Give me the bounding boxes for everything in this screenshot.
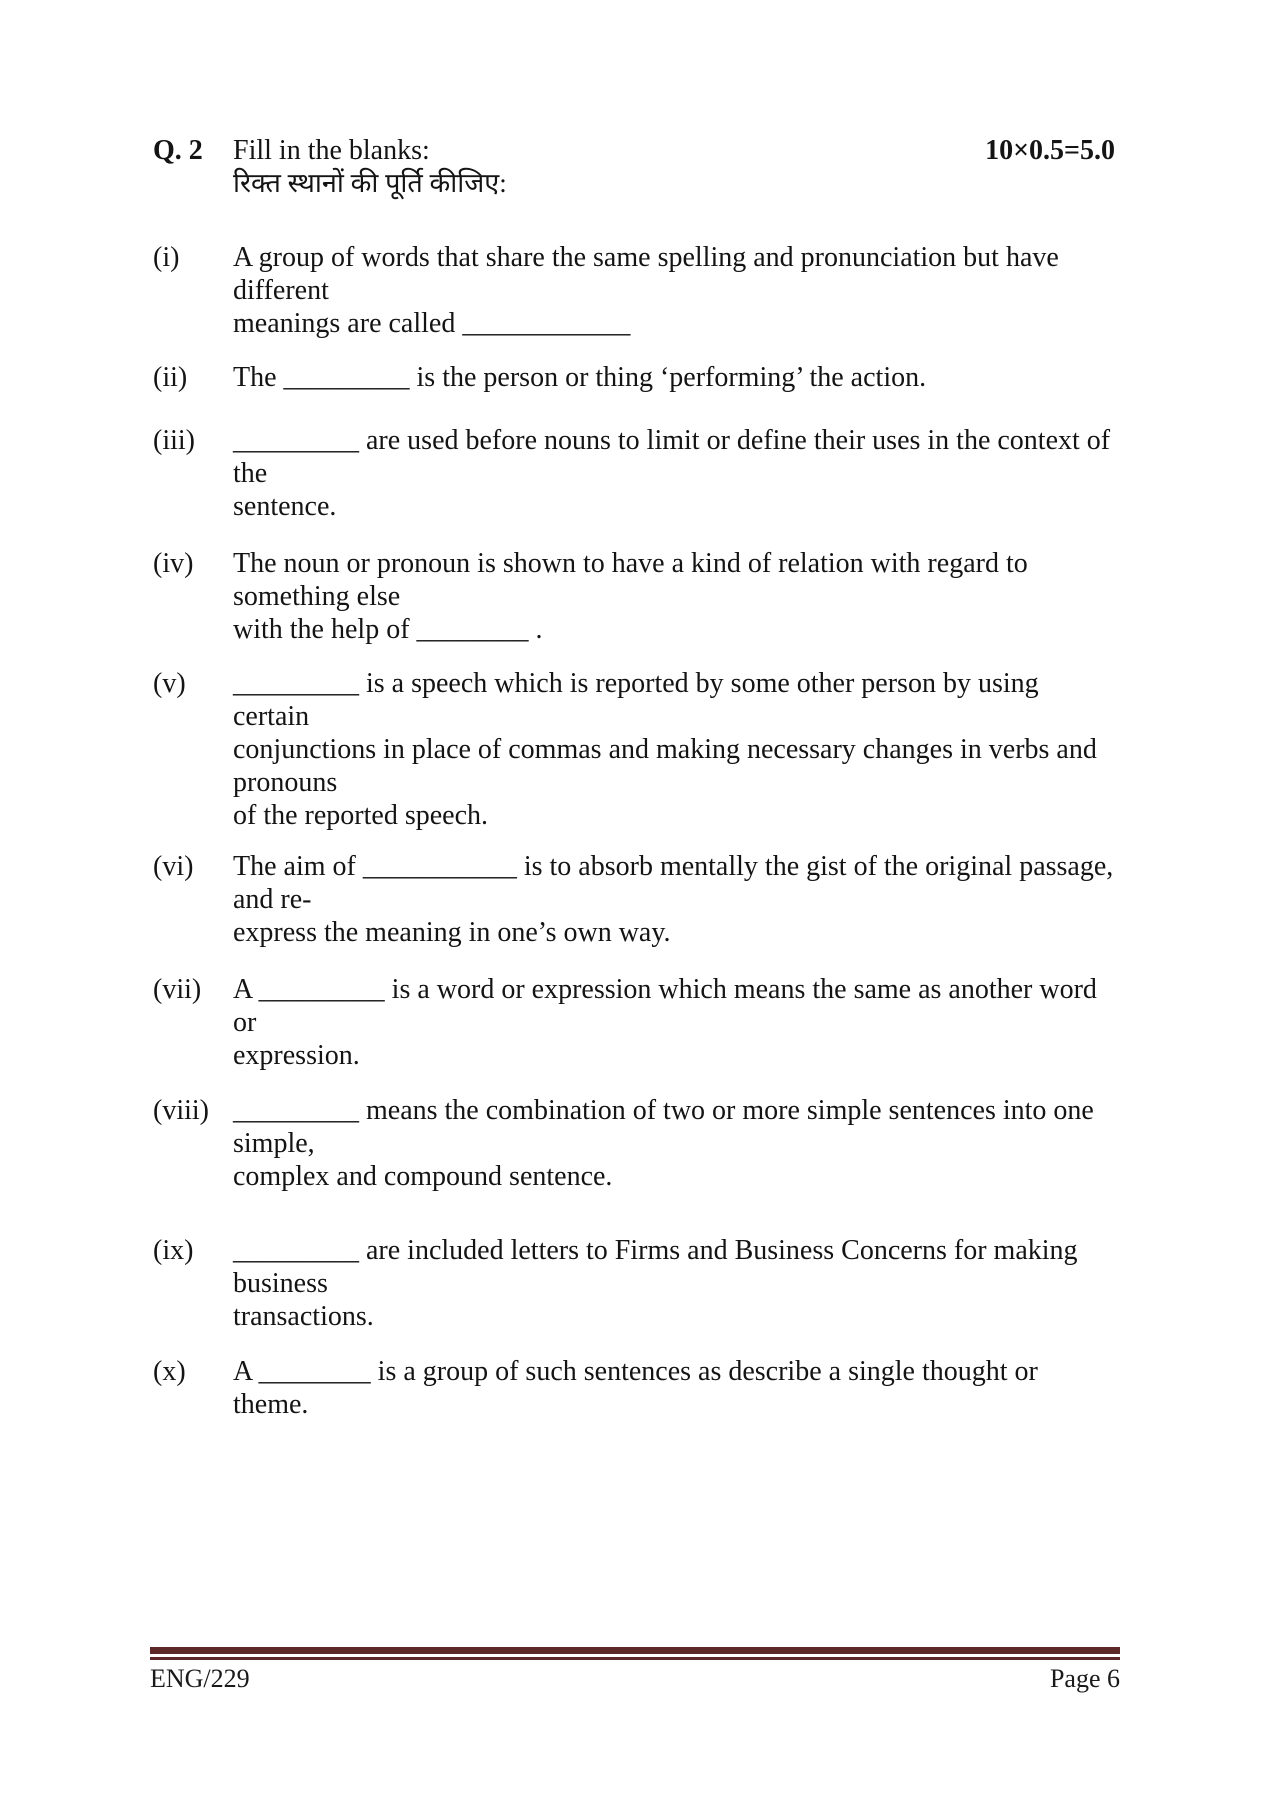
item-line: of the reported speech. [233,800,488,831]
item-label: (i) [153,242,180,273]
item-line: expression. [233,1040,360,1071]
question-item-vii [153,973,1115,1072]
question-item-x [153,1355,1115,1421]
item-line: A ________ is a group of such sentences as describe a single thought or theme. [233,1356,1038,1420]
item-line: _________ are included letters to Firms and Business Concerns for making business [233,1235,1078,1299]
item-line: meanings are called ____________ [233,308,631,339]
item-text [233,547,1115,646]
item-text [233,1094,1115,1193]
item-line: sentence. [233,491,337,522]
footer-rule-thin [150,1657,1120,1660]
footer-rule-thick [150,1647,1120,1654]
question-item-i [153,241,1115,340]
item-line: complex and compound sentence. [233,1161,613,1192]
question-number: Q. 2 [153,135,203,166]
footer-course-code: ENG/229 [150,1664,250,1693]
item-label: (iv) [153,548,194,579]
item-line: A _________ is a word or expression which means the same as another word or [233,974,1097,1038]
item-text [233,1234,1115,1333]
item-label: (x) [153,1356,186,1387]
item-text [233,361,1115,394]
item-label: (ix) [153,1235,194,1266]
item-label: (vi) [153,851,194,882]
question-header [153,134,1115,200]
item-line: _________ is a speech which is reported by some other person by using certain [233,668,1039,732]
question-item-viii [153,1094,1115,1193]
item-line: with the help of ________ . [233,614,543,645]
item-line: _________ are used before nouns to limit or define their uses in the context of the [233,425,1111,489]
footer-page-number: Page 6 [1049,1664,1120,1693]
question-item-ii [153,361,1115,394]
item-text [233,241,1115,340]
marks-value: 10×0.5=5.0 [985,135,1115,166]
question-item-ix [153,1234,1115,1333]
item-text [233,973,1115,1072]
item-text [233,424,1115,523]
question-title-en: Fill in the blanks: [233,135,430,166]
question-block [153,134,1115,1421]
question-title [233,134,985,200]
question-title-hi: रिक्त स्थानों की पूर्ति कीजिए: [233,168,507,198]
item-label: (v) [153,668,186,699]
question-item-iv [153,547,1115,646]
item-label: (viii) [153,1095,209,1126]
item-line: The noun or pronoun is shown to have a kind of relation with regard to something else [233,548,1028,612]
item-line: The aim of ___________ is to absorb mentally the gist of the original passage, and re- [233,851,1114,915]
item-line: _________ means the combination of two or more simple sentences into one simple, [233,1095,1094,1159]
item-label: (ii) [153,362,188,393]
item-line: conjunctions in place of commas and making necessary changes in verbs and pronouns [233,734,1097,798]
question-item-vi [153,850,1115,949]
item-text [233,1355,1115,1421]
item-line: The _________ is the person or thing ‘performing’ the action. [233,362,927,393]
item-text [233,667,1115,832]
item-line: express the meaning in one’s own way. [233,917,671,948]
page-footer [150,1647,1120,1694]
item-label: (vii) [153,974,202,1005]
item-line: A group of words that share the same spelling and pronunciation but have different [233,242,1059,306]
item-line: transactions. [233,1301,374,1332]
question-item-v [153,667,1115,832]
question-item-iii [153,424,1115,523]
item-label: (iii) [153,425,195,456]
item-text [233,850,1115,949]
